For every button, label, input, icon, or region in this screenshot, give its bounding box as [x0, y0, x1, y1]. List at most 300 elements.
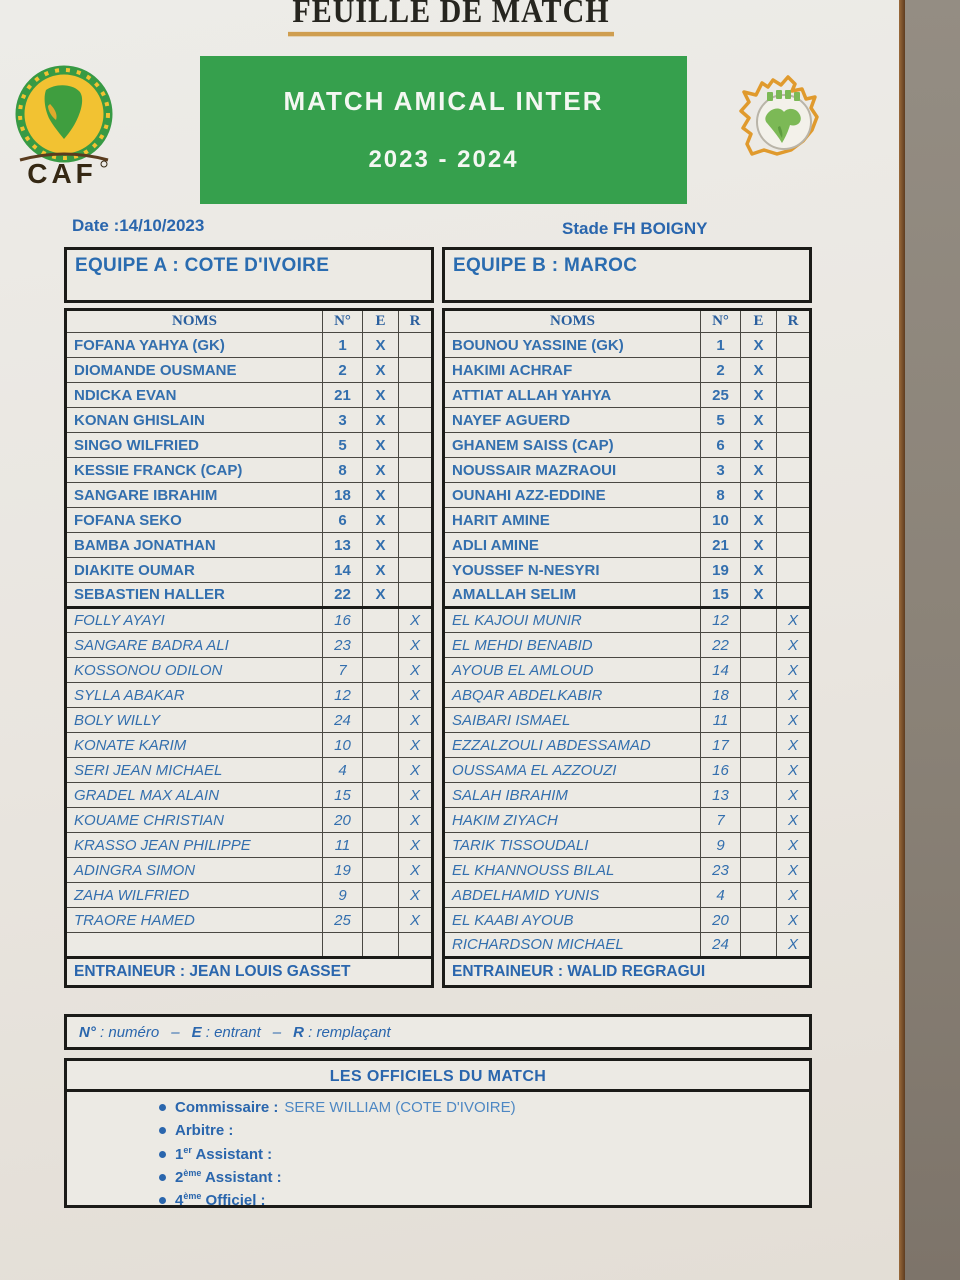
team-header: EQUIPE B : MAROC: [442, 247, 812, 303]
caf-logo-icon: [12, 64, 116, 186]
player-name: SANGARE IBRAHIM: [66, 483, 323, 508]
player-name: SAIBARI ISMAEL: [444, 708, 701, 733]
legend-separator: –: [272, 1023, 282, 1041]
player-number: 12: [323, 683, 363, 708]
empty-cell: [66, 933, 323, 958]
entrant-mark: [741, 808, 777, 833]
substitute-row: [444, 933, 811, 958]
player-name: HAKIMI ACHRAF: [444, 358, 701, 383]
official-item: [159, 1168, 809, 1191]
player-number: 3: [701, 458, 741, 483]
substitute-row: [66, 658, 433, 683]
entrant-mark: [363, 783, 399, 808]
player-name: DIAKITE OUMAR: [66, 558, 323, 583]
official-value: SERE WILLIAM (COTE D'IVOIRE): [284, 1099, 516, 1116]
ordinal-suffix: er: [183, 1145, 192, 1155]
entrant-mark: [741, 758, 777, 783]
player-name: ADLI AMINE: [444, 533, 701, 558]
entrant-mark: X: [363, 558, 399, 583]
sheet-title-wrap: [0, 0, 902, 34]
remplacant-mark: [777, 408, 811, 433]
player-name: FOFANA YAHYA (GK): [66, 333, 323, 358]
entrant-mark: X: [741, 433, 777, 458]
player-name: ADINGRA SIMON: [66, 858, 323, 883]
entrant-mark: X: [741, 558, 777, 583]
remplacant-mark: [399, 483, 433, 508]
entrant-mark: [741, 633, 777, 658]
player-number: 18: [323, 483, 363, 508]
player-name: KONAN GHISLAIN: [66, 408, 323, 433]
remplacant-mark: [399, 458, 433, 483]
player-number: 24: [701, 933, 741, 958]
entrant-mark: [741, 708, 777, 733]
remplacant-mark: [777, 583, 811, 608]
remplacant-mark: X: [399, 908, 433, 933]
player-name: AYOUB EL AMLOUD: [444, 658, 701, 683]
bullet-icon: [159, 1104, 166, 1111]
fif-logo: [731, 66, 841, 199]
remplacant-mark: X: [399, 708, 433, 733]
player-number: 7: [701, 808, 741, 833]
remplacant-mark: X: [399, 658, 433, 683]
entrant-mark: X: [363, 333, 399, 358]
starter-row: [444, 508, 811, 533]
starter-row: [66, 583, 433, 608]
substitute-row: [66, 733, 433, 758]
col-header-noms: NOMS: [444, 310, 701, 333]
official-item: [159, 1122, 809, 1145]
coach-name: ENTRAINEUR : WALID REGRAGUI: [444, 958, 811, 987]
column-header-row: [444, 310, 811, 333]
substitute-row: [66, 908, 433, 933]
entrant-mark: [363, 708, 399, 733]
remplacant-mark: [399, 433, 433, 458]
player-number: 23: [323, 633, 363, 658]
substitute-row: [444, 783, 811, 808]
entrant-mark: [741, 658, 777, 683]
remplacant-mark: [399, 508, 433, 533]
player-name: KESSIE FRANCK (CAP): [66, 458, 323, 483]
entrant-mark: X: [741, 333, 777, 358]
player-name: NOUSSAIR MAZRAOUI: [444, 458, 701, 483]
bullet-icon: [159, 1127, 166, 1134]
player-number: 5: [323, 433, 363, 458]
legend-box: [64, 1014, 812, 1050]
entrant-mark: [363, 733, 399, 758]
match-banner: [200, 56, 687, 204]
remplacant-mark: X: [777, 808, 811, 833]
player-number: 15: [701, 583, 741, 608]
substitute-row: [444, 883, 811, 908]
col-header-numero: N°: [323, 310, 363, 333]
remplacant-mark: X: [777, 933, 811, 958]
player-number: 2: [323, 358, 363, 383]
entrant-mark: X: [363, 533, 399, 558]
team-table: [64, 308, 434, 988]
player-name: GRADEL MAX ALAIN: [66, 783, 323, 808]
remplacant-mark: [777, 508, 811, 533]
remplacant-mark: [777, 483, 811, 508]
player-name: EL KHANNOUSS BILAL: [444, 858, 701, 883]
starter-row: [444, 483, 811, 508]
stadium-name: Stade FH BOIGNY: [562, 219, 708, 238]
legend-key: N°: [79, 1023, 96, 1041]
player-number: 12: [701, 608, 741, 633]
player-name: ZAHA WILFRIED: [66, 883, 323, 908]
player-name: SERI JEAN MICHAEL: [66, 758, 323, 783]
entrant-mark: [363, 683, 399, 708]
remplacant-mark: [777, 383, 811, 408]
starter-row: [444, 333, 811, 358]
entrant-mark: [363, 658, 399, 683]
remplacant-mark: X: [777, 683, 811, 708]
player-name: OUNAHI AZZ-EDDINE: [444, 483, 701, 508]
banner-title: MATCH AMICAL INTER: [283, 85, 604, 116]
entrant-mark: [741, 683, 777, 708]
player-number: 22: [323, 583, 363, 608]
entrant-mark: [363, 758, 399, 783]
official-label: 4ème Officiel :: [175, 1191, 266, 1209]
entrant-mark: X: [363, 483, 399, 508]
substitute-row: [66, 858, 433, 883]
player-name: BOLY WILLY: [66, 708, 323, 733]
player-number: 16: [701, 758, 741, 783]
player-name: BOUNOU YASSINE (GK): [444, 333, 701, 358]
entrant-mark: X: [741, 358, 777, 383]
remplacant-mark: X: [777, 608, 811, 633]
player-number: 8: [701, 483, 741, 508]
legend-separator: –: [171, 1023, 180, 1041]
player-name: HAKIM ZIYACH: [444, 808, 701, 833]
official-label: 1er Assistant :: [175, 1145, 273, 1163]
player-number: 6: [701, 433, 741, 458]
player-number: 4: [701, 883, 741, 908]
starter-row: [66, 508, 433, 533]
player-name: TARIK TISSOUDALI: [444, 833, 701, 858]
remplacant-mark: X: [399, 758, 433, 783]
substitute-row: [66, 633, 433, 658]
player-number: 11: [323, 833, 363, 858]
player-number: 10: [323, 733, 363, 758]
player-name: AMALLAH SELIM: [444, 583, 701, 608]
substitute-row: [444, 833, 811, 858]
remplacant-mark: X: [399, 858, 433, 883]
player-name: SEBASTIEN HALLER: [66, 583, 323, 608]
entrant-mark: X: [363, 583, 399, 608]
remplacant-mark: X: [777, 908, 811, 933]
official-label: Arbitre :: [175, 1122, 234, 1139]
substitute-row: [66, 708, 433, 733]
col-header-remplacant: R: [777, 310, 811, 333]
player-number: 7: [323, 658, 363, 683]
player-number: [323, 933, 363, 958]
official-label: 2ème Assistant :: [175, 1168, 282, 1186]
remplacant-mark: [777, 333, 811, 358]
entrant-mark: [741, 608, 777, 633]
starter-row: [66, 433, 433, 458]
fif-logo-icon: [731, 66, 841, 194]
player-number: 24: [323, 708, 363, 733]
substitute-row: [66, 758, 433, 783]
bullet-icon: [159, 1197, 166, 1204]
substitute-row: [444, 908, 811, 933]
player-number: 20: [701, 908, 741, 933]
player-number: 22: [701, 633, 741, 658]
team-panel: [442, 247, 812, 988]
col-header-entrant: E: [741, 310, 777, 333]
team-panel: [64, 247, 434, 988]
entrant-mark: X: [741, 583, 777, 608]
player-name: ABQAR ABDELKABIR: [444, 683, 701, 708]
substitute-row: [444, 633, 811, 658]
player-number: 19: [323, 858, 363, 883]
col-header-numero: N°: [701, 310, 741, 333]
entrant-mark: [741, 883, 777, 908]
player-number: 1: [323, 333, 363, 358]
player-number: 2: [701, 358, 741, 383]
player-number: 14: [323, 558, 363, 583]
starter-row: [444, 583, 811, 608]
remplacant-mark: X: [777, 858, 811, 883]
player-number: 18: [701, 683, 741, 708]
player-name: KOSSONOU ODILON: [66, 658, 323, 683]
entrant-mark: X: [741, 533, 777, 558]
player-number: 25: [701, 383, 741, 408]
substitute-row: [444, 683, 811, 708]
starter-row: [66, 458, 433, 483]
player-number: 20: [323, 808, 363, 833]
starter-row: [66, 533, 433, 558]
starter-row: [66, 383, 433, 408]
player-number: 21: [323, 383, 363, 408]
official-item: [159, 1099, 809, 1122]
player-name: ATTIAT ALLAH YAHYA: [444, 383, 701, 408]
entrant-mark: [741, 783, 777, 808]
entrant-mark: X: [363, 458, 399, 483]
entrant-mark: [363, 833, 399, 858]
player-name: OUSSAMA EL AZZOUZI: [444, 758, 701, 783]
remplacant-mark: X: [399, 633, 433, 658]
entrant-mark: [741, 833, 777, 858]
remplacant-mark: [777, 533, 811, 558]
svg-text:CAF: CAF: [27, 158, 97, 186]
remplacant-mark: [399, 558, 433, 583]
player-name: KONATE KARIM: [66, 733, 323, 758]
substitute-row: [66, 783, 433, 808]
starter-row: [66, 483, 433, 508]
substitute-row: [444, 708, 811, 733]
remplacant-mark: [777, 433, 811, 458]
substitute-row: [66, 683, 433, 708]
substitute-row: [66, 808, 433, 833]
entrant-mark: X: [363, 383, 399, 408]
remplacant-mark: X: [777, 883, 811, 908]
official-item: [159, 1145, 809, 1168]
coach-row: [66, 958, 433, 987]
remplacant-mark: [399, 358, 433, 383]
bullet-icon: [159, 1174, 166, 1181]
sheet-title: FEUILLE DE MATCH: [288, 0, 613, 36]
remplacant-mark: X: [777, 783, 811, 808]
player-number: 17: [701, 733, 741, 758]
remplacant-mark: X: [399, 608, 433, 633]
remplacant-mark: [399, 583, 433, 608]
starter-row: [66, 358, 433, 383]
remplacant-mark: X: [399, 833, 433, 858]
entrant-mark: X: [741, 458, 777, 483]
player-number: 16: [323, 608, 363, 633]
entrant-mark: X: [741, 483, 777, 508]
player-number: 23: [701, 858, 741, 883]
entrant-mark: X: [741, 408, 777, 433]
player-number: 13: [701, 783, 741, 808]
substitute-row: [444, 658, 811, 683]
starter-row: [444, 408, 811, 433]
remplacant-mark: [399, 933, 433, 958]
substitute-row: [444, 858, 811, 883]
remplacant-mark: X: [777, 733, 811, 758]
entrant-mark: [741, 733, 777, 758]
player-number: 25: [323, 908, 363, 933]
entrant-mark: [363, 608, 399, 633]
remplacant-mark: [399, 383, 433, 408]
player-name: RICHARDSON MICHAEL: [444, 933, 701, 958]
col-header-noms: NOMS: [66, 310, 323, 333]
officials-box: [64, 1058, 812, 1208]
legend-desc: : remplaçant: [303, 1023, 391, 1041]
player-name: FOFANA SEKO: [66, 508, 323, 533]
entrant-mark: X: [363, 433, 399, 458]
entrant-mark: [363, 908, 399, 933]
player-name: EL KAABI AYOUB: [444, 908, 701, 933]
remplacant-mark: [777, 458, 811, 483]
legend-text: [79, 1024, 391, 1041]
player-name: EL MEHDI BENABID: [444, 633, 701, 658]
substitute-row: [444, 808, 811, 833]
official-label: Commissaire :: [175, 1099, 279, 1116]
player-number: 4: [323, 758, 363, 783]
entrant-mark: [741, 858, 777, 883]
starter-row: [444, 383, 811, 408]
entrant-mark: [363, 858, 399, 883]
starter-row: [444, 358, 811, 383]
remplacant-mark: X: [399, 883, 433, 908]
legend-desc: : numéro: [95, 1023, 160, 1041]
starter-row: [444, 533, 811, 558]
player-name: SANGARE BADRA ALI: [66, 633, 323, 658]
player-number: 15: [323, 783, 363, 808]
entrant-mark: X: [741, 383, 777, 408]
substitute-row: [444, 733, 811, 758]
team-header: EQUIPE A : COTE D'IVOIRE: [64, 247, 434, 303]
col-header-entrant: E: [363, 310, 399, 333]
substitute-row: [444, 758, 811, 783]
substitute-row: [66, 833, 433, 858]
ordinal-suffix: ème: [183, 1168, 202, 1178]
entrant-mark: [363, 633, 399, 658]
entrant-mark: X: [363, 358, 399, 383]
remplacant-mark: X: [777, 633, 811, 658]
entrant-mark: [363, 883, 399, 908]
remplacant-mark: X: [777, 658, 811, 683]
entrant-mark: [363, 808, 399, 833]
entrant-mark: X: [363, 508, 399, 533]
official-item: [159, 1191, 809, 1214]
player-name: KRASSO JEAN PHILIPPE: [66, 833, 323, 858]
officials-list: [67, 1092, 809, 1214]
remplacant-mark: X: [777, 758, 811, 783]
team-table: [442, 308, 812, 988]
starter-row: [66, 408, 433, 433]
bullet-icon: [159, 1151, 166, 1158]
player-name: SALAH IBRAHIM: [444, 783, 701, 808]
player-name: EZZALZOULI ABDESSAMAD: [444, 733, 701, 758]
caf-logo: [12, 64, 116, 191]
player-number: 9: [323, 883, 363, 908]
paper-edge: [899, 0, 905, 1280]
empty-row: [66, 933, 433, 958]
player-number: 21: [701, 533, 741, 558]
banner-season: 2023 - 2024: [368, 146, 519, 174]
player-name: ABDELHAMID YUNIS: [444, 883, 701, 908]
starter-row: [66, 558, 433, 583]
remplacant-mark: X: [777, 833, 811, 858]
player-name: SYLLA ABAKAR: [66, 683, 323, 708]
remplacant-mark: [399, 333, 433, 358]
player-name: NAYEF AGUERD: [444, 408, 701, 433]
remplacant-mark: X: [399, 683, 433, 708]
coach-row: [444, 958, 811, 987]
entrant-mark: [363, 933, 399, 958]
player-name: BAMBA JONATHAN: [66, 533, 323, 558]
player-number: 10: [701, 508, 741, 533]
player-number: 19: [701, 558, 741, 583]
substitute-row: [444, 608, 811, 633]
player-name: YOUSSEF N-NESYRI: [444, 558, 701, 583]
remplacant-mark: X: [399, 808, 433, 833]
player-name: TRAORE HAMED: [66, 908, 323, 933]
coach-name: ENTRAINEUR : JEAN LOUIS GASSET: [66, 958, 433, 987]
entrant-mark: X: [741, 508, 777, 533]
entrant-mark: X: [363, 408, 399, 433]
entrant-mark: [741, 933, 777, 958]
legend-desc: : entrant: [201, 1023, 261, 1041]
entrant-mark: [741, 908, 777, 933]
player-number: 5: [701, 408, 741, 433]
player-name: SINGO WILFRIED: [66, 433, 323, 458]
remplacant-mark: X: [399, 783, 433, 808]
officials-title: LES OFFICIELS DU MATCH: [67, 1061, 809, 1092]
legend-key: E: [191, 1023, 202, 1041]
column-header-row: [66, 310, 433, 333]
player-number: 13: [323, 533, 363, 558]
player-number: 3: [323, 408, 363, 433]
remplacant-mark: X: [777, 708, 811, 733]
match-date: Date :14/10/2023: [72, 216, 205, 235]
player-number: 8: [323, 458, 363, 483]
player-number: 9: [701, 833, 741, 858]
remplacant-mark: [777, 558, 811, 583]
col-header-remplacant: R: [399, 310, 433, 333]
player-name: GHANEM SAISS (CAP): [444, 433, 701, 458]
player-number: 6: [323, 508, 363, 533]
substitute-row: [66, 608, 433, 633]
player-number: 1: [701, 333, 741, 358]
teams-row: [64, 247, 812, 988]
remplacant-mark: X: [399, 733, 433, 758]
starter-row: [444, 433, 811, 458]
remplacant-mark: [399, 533, 433, 558]
